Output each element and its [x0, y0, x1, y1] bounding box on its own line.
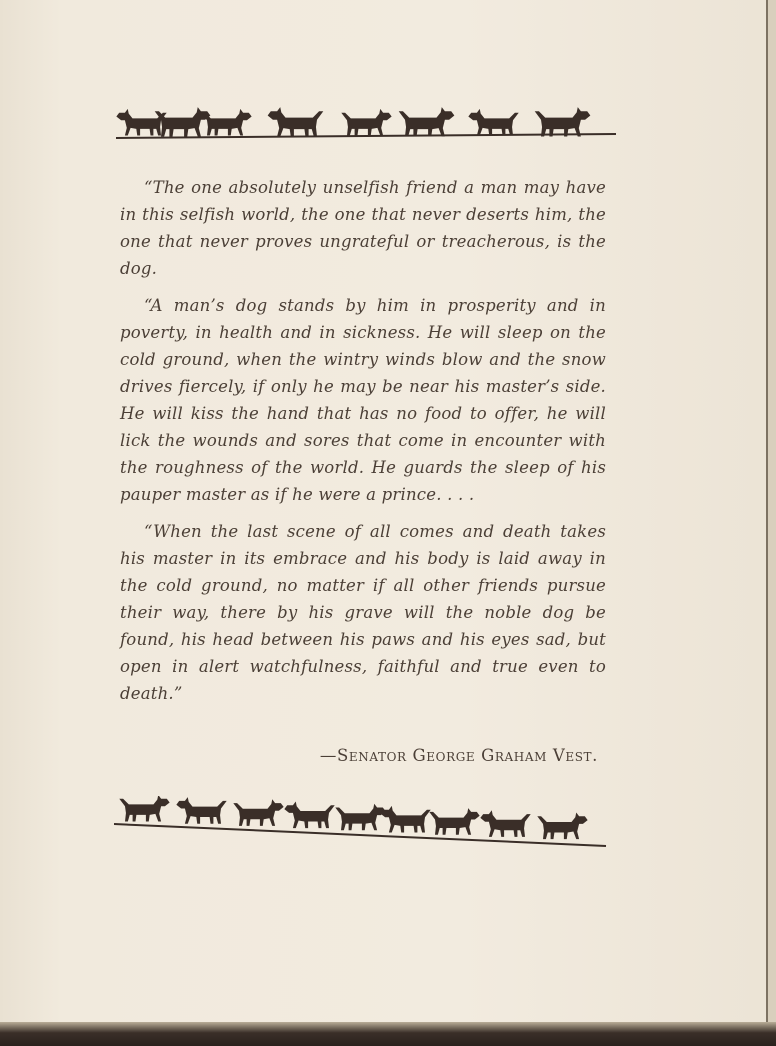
- dog-silhouette-6: [429, 808, 479, 835]
- dog-silhouette-0: [119, 796, 169, 822]
- dog-silhouette-7: [535, 107, 591, 136]
- dog-silhouette-4: [335, 804, 385, 831]
- dog-silhouette-6: [468, 109, 518, 136]
- quote-paragraph-3: “When the last scene of all comes and death takes his master in its embrace and his body is laid away in the cold ground, no matter if all other friends pursue their way, there by his grave will the noble dog be found, his head between his paws and his eyes sad, but open in alert watchfulness, faithful and true even to death.”: [120, 522, 606, 703]
- dog-silhouette-5: [380, 806, 430, 833]
- dog-silhouette-1: [155, 107, 211, 136]
- quote-paragraph-1: “The one absolutely unselfish friend a man may have in this selfish world, the one that never deserts him, the one that never proves ungrateful or treacherous, is the dog.: [120, 178, 606, 278]
- dog-silhouette-5: [399, 107, 455, 136]
- book-right-edge: [766, 0, 776, 1046]
- dog-silhouette-2: [233, 799, 283, 826]
- dog-tribute-quote: [120, 174, 606, 707]
- quote-attribution: —Senator George Graham Vest.: [319, 746, 598, 765]
- bottom-dog-frieze: [114, 796, 614, 852]
- quote-paragraph-2: “A man’s dog stands by him in prosperity and in poverty, in health and in sickness. He will sleep on the cold ground, when the wintry winds blow and the snow drives fiercely, if only he may be near his master’s side. He will kiss the hand that has no food to offer, he will lick the wounds and sores that come in encounter with the roughness of the world. He guards the sleep of his pauper master as if he were a prince. . . .: [120, 296, 606, 504]
- bottom-frieze-ground-line: [114, 824, 606, 846]
- dog-silhouette-8: [537, 813, 587, 840]
- top-frieze-ground-line: [116, 134, 616, 138]
- book-bottom-edge: [0, 1022, 776, 1046]
- dog-silhouette-3: [268, 107, 324, 136]
- dog-silhouette-1: [176, 797, 226, 824]
- dog-silhouette-7: [480, 810, 530, 837]
- dog-silhouette-4: [341, 109, 391, 136]
- dog-silhouette-3: [284, 802, 334, 829]
- top-dog-frieze: [116, 104, 616, 144]
- dog-silhouette-2: [201, 109, 251, 136]
